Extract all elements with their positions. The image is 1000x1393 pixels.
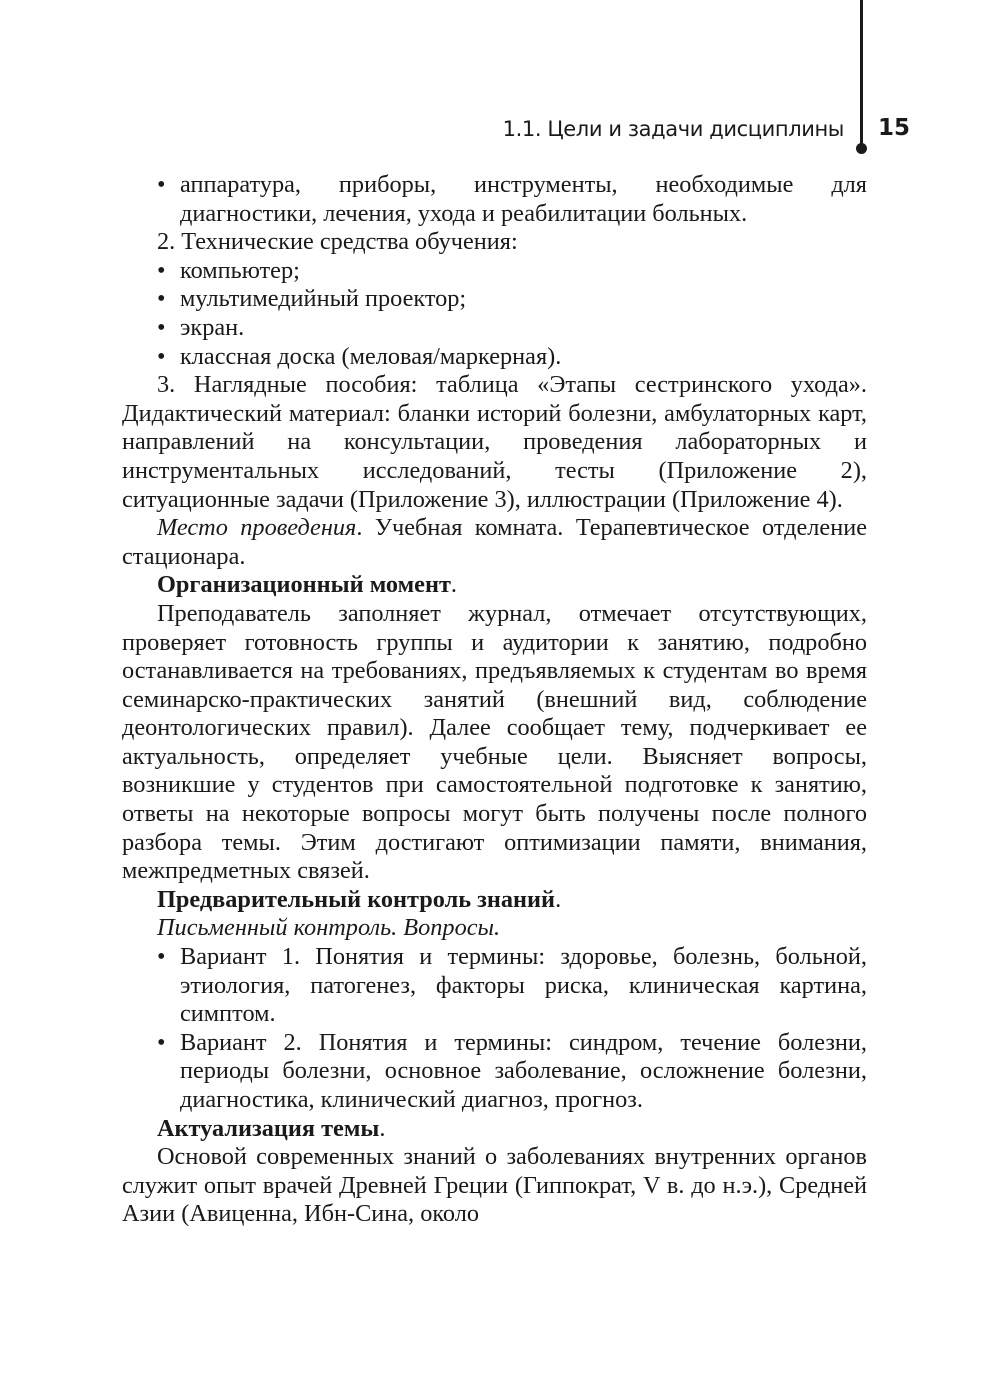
org-paragraph: Преподаватель заполняет журнал, отмечает отсутствующих, проверяет готовность группы и аудитории к занятию, подробно останавливается на требованиях, предъявляемых к студентам во время семинарско-практических занятий (внешний вид, соблюдение деонтологических правил). Далее сообщает тему, подчеркивает ее актуальность, определяет учебные цели. Выясняет вопросы, возникшие у студентов при самостоятельной подготовке к занятию, ответы на некоторые вопросы могут быть получены после полного разбора темы. Этим достигают оптимизации памяти, внимания, межпредметных связей. xyxy=(122,599,867,885)
bullet-projector xyxy=(122,285,867,314)
org-heading-line xyxy=(122,571,867,600)
place-label: Место проведения xyxy=(157,514,357,542)
heading-period: . xyxy=(450,571,457,599)
bullet-text: экран. xyxy=(180,313,245,341)
actual-heading: Актуализация темы xyxy=(157,1114,380,1142)
bullet-icon: • xyxy=(157,342,166,370)
bullet-text: Вариант 1. Понятия и термины: здоровье, болезнь, больной, этиология, патогенез, факторы риска, клиническая картина, симптом. xyxy=(180,943,867,1028)
bullet-text: Вариант 2. Понятия и термины: синдром, течение болезни, периоды болезни, основное заболевание, осложнение болезни, диагностика, клинический диагноз, прогноз. xyxy=(180,1028,867,1113)
control-heading-line xyxy=(122,886,867,915)
running-head: 1.1. Цели и задачи дисциплины xyxy=(502,117,844,141)
bullet-text: классная доска (меловая/маркерная). xyxy=(180,342,562,370)
bullet-board xyxy=(122,343,867,372)
actual-paragraph: Основой современных знаний о заболеваниях внутренних органов служит опыт врачей Древней Греции (Гиппократ, V в. до н.э.), Средней Азии (Авиценна, Ибн-Сина, около xyxy=(122,1143,867,1228)
visual-aids-paragraph: 3. Наглядные пособия: таблица «Этапы сестринского ухода». Дидактический материал: бланки историй болезни, амбулаторных карт, направлений на консультации, проведения лабораторных и инструментальных исследований, тесты (Приложение 2), ситуационные задачи (Приложение 3), иллюстрации (Приложение 4). xyxy=(122,371,867,513)
bullet-equipment xyxy=(122,171,867,228)
page-number: 15 xyxy=(878,115,911,141)
heading-period: . xyxy=(379,1114,386,1142)
bullet-text: мультимедийный проектор; xyxy=(180,285,467,313)
bullet-icon: • xyxy=(157,171,166,198)
tech-means-paragraph: 2. Технические средства обучения: xyxy=(157,228,518,256)
bullet-icon: • xyxy=(157,943,166,971)
bullet-icon: • xyxy=(157,256,166,284)
control-heading: Предварительный контроль знаний xyxy=(157,885,556,913)
bullet-text: компьютер; xyxy=(180,256,300,284)
heading-period: . xyxy=(555,885,562,913)
bullet-variant-1 xyxy=(122,943,867,1029)
bullet-variant-2 xyxy=(122,1029,867,1115)
bullet-screen xyxy=(122,314,867,343)
bullet-icon: • xyxy=(157,285,166,313)
org-heading: Организационный момент xyxy=(157,571,451,599)
bullet-icon: • xyxy=(157,313,166,341)
bullet-text: аппаратура, приборы, инструменты, необходимые для диагностики, лечения, ухода и реабилитации больных. xyxy=(180,171,867,227)
bullet-icon: • xyxy=(157,1028,166,1056)
control-subheading: Письменный контроль. Вопросы. xyxy=(157,914,501,942)
page-body xyxy=(122,171,867,1229)
rule-dot xyxy=(856,143,867,154)
actual-heading-line xyxy=(122,1115,867,1144)
place-text: . Учебная комната. Терапевтическое отделение стационара. xyxy=(122,514,868,570)
bullet-computer xyxy=(122,257,867,286)
page-edge-rule xyxy=(860,0,863,148)
place-paragraph xyxy=(122,514,867,571)
